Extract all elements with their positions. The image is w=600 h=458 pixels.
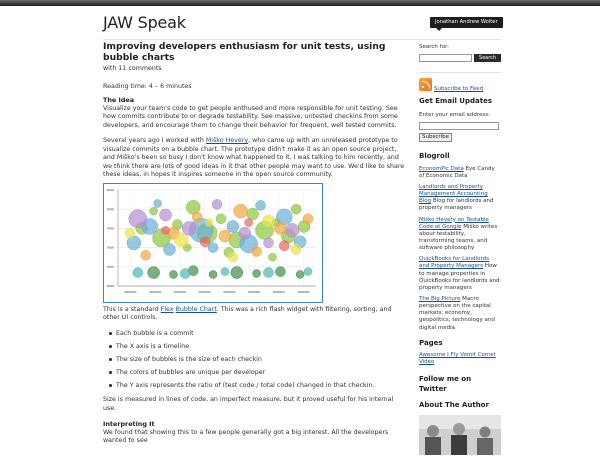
bubble-chart-link[interactable]: Bubble Chart xyxy=(175,305,217,313)
blogroll-item xyxy=(419,296,501,332)
search-label: Search for: xyxy=(419,44,449,50)
blogroll-item xyxy=(419,256,501,292)
bubble-developer-purple xyxy=(182,221,196,235)
site-header xyxy=(0,6,600,35)
bubble-developer-orange xyxy=(219,230,231,242)
bubble-chart-figure[interactable] xyxy=(103,183,323,303)
bubble-developer-red xyxy=(279,240,289,250)
bubble-developer-blue xyxy=(154,199,162,207)
bubble-developer-yellow xyxy=(125,228,135,238)
bubble-developer-blue xyxy=(163,243,175,255)
author-photo xyxy=(419,415,501,455)
caption-text-before: This is a standard xyxy=(103,305,161,313)
blogroll-heading: Blogroll xyxy=(419,152,450,161)
bubble-chart xyxy=(104,184,322,302)
search-button[interactable]: Search xyxy=(474,54,501,62)
interpreting-heading: Interpreting It xyxy=(103,420,155,429)
x-tick-label xyxy=(124,291,136,293)
list-item: Each bubble is a commit xyxy=(109,330,405,339)
bubble-developer-yellow xyxy=(174,233,188,247)
subscribe-button[interactable]: Subscribe xyxy=(419,133,452,142)
site-title[interactable]: JAW Speak xyxy=(103,13,186,32)
bubble-developer-darkgreen xyxy=(231,266,243,278)
subscribe-feed-link[interactable]: Subscribe to Feed xyxy=(434,86,484,93)
bubble-developer-orange xyxy=(274,222,286,234)
twitter-heading: Follow me on Twitter xyxy=(419,375,472,393)
bubble-developer-red xyxy=(162,226,170,234)
post-title[interactable]: Improving developers enthusiasm for unit tests, using bubble charts xyxy=(103,41,386,63)
intro-paragraph xyxy=(103,137,405,180)
list-item: The X axis is a timeline xyxy=(109,343,405,352)
bubble-developer-green xyxy=(268,253,276,261)
x-tick-label xyxy=(149,291,161,293)
list-item: The colors of bubbles are unique per developer xyxy=(109,369,405,378)
blogroll-desc: Miško writes about testability, transforming teams, and software philosophy xyxy=(419,223,498,252)
bubble-developer-purple xyxy=(263,238,273,248)
blogroll-item xyxy=(419,166,501,180)
bubble-developer-orange xyxy=(192,212,202,222)
bubble-developer-teal xyxy=(133,267,143,277)
list-item: The size of bubbles is the size of each checkin xyxy=(109,356,405,365)
pages-item xyxy=(419,352,501,366)
x-tick-label xyxy=(248,291,260,293)
pages-heading: Pages xyxy=(419,338,443,347)
author-tag-label: Jonathan Andrew Wolter xyxy=(435,19,498,25)
blogroll-link[interactable]: Miško Hevery on Testable Code at Google xyxy=(419,216,489,230)
page-link[interactable]: Awesome I Fly Vomit Comet Video xyxy=(419,352,496,366)
reading-time: Reading time: 4 – 6 minutes xyxy=(103,82,192,90)
bubble-developer-green xyxy=(291,204,301,214)
bubble-developer-orange xyxy=(303,214,313,224)
search-form xyxy=(419,54,501,63)
y-tick-label xyxy=(107,266,114,268)
bubble-developer-orange xyxy=(141,250,151,260)
x-tick-label xyxy=(199,291,211,293)
bubble-developer-green xyxy=(247,208,259,220)
about-heading: About The Author xyxy=(419,401,489,410)
bubble-developer-purple xyxy=(285,223,299,237)
chart-explanation-list xyxy=(103,330,405,391)
y-tick-label xyxy=(107,189,114,191)
bubble-developer-teal xyxy=(304,267,312,275)
y-tick-label xyxy=(107,227,114,229)
rss-icon[interactable] xyxy=(419,78,432,91)
intro-text-after: , who came up with an unreleased prototype to visualize commits on a bubble chart. The prototype didn't make it as an open source project, and Miško's been so busy I don't know what happened to it. I was talking to him recently, and we think there are lots of good ideas in it that other people may want to use. We'd like to share these ideas, in hopes it inspires someone in the open source community. xyxy=(103,137,405,179)
header-divider xyxy=(103,39,500,40)
bubble-developer-blue xyxy=(256,200,266,210)
blogroll-link[interactable]: Landlords and Property Management Accounting Blog xyxy=(419,184,488,205)
bubble-developer-yellow xyxy=(205,218,213,226)
bubble-developer-teal xyxy=(180,268,190,278)
y-tick-label xyxy=(107,208,114,210)
email-field[interactable] xyxy=(419,122,499,130)
x-tick-label xyxy=(174,291,186,293)
bubble-developer-yellow xyxy=(228,252,238,262)
sidebar-divider xyxy=(419,72,501,73)
comments-count[interactable]: with 11 comments xyxy=(103,65,162,73)
bubble-developer-red xyxy=(200,237,210,247)
bubble-developer-darkgreen xyxy=(296,270,304,278)
bubble-developer-darkgreen xyxy=(253,269,261,277)
blogroll-desc: Blog for landlords and property managers xyxy=(419,198,494,212)
post-content xyxy=(103,42,405,446)
chart-caption xyxy=(103,306,405,323)
bubble-developer-yellow xyxy=(262,215,274,227)
author-photo-image xyxy=(419,415,501,455)
bubble-developer-orange xyxy=(252,246,262,256)
bubble-developer-blue xyxy=(227,220,239,232)
y-tick-label xyxy=(107,285,114,287)
blogroll-link[interactable]: EconomPic Data xyxy=(419,165,464,172)
bubble-developer-teal xyxy=(263,267,273,277)
bubble-developer-green xyxy=(216,214,226,224)
list-item: The Y axis represents the ratio of (test code / total code) changed in that checkin. xyxy=(109,382,405,391)
blogroll-item xyxy=(419,217,501,253)
blogroll-desc: Macro perspective on the capital markets, economy, geopolitics, technology and digital media xyxy=(419,295,495,331)
x-tick-label xyxy=(223,291,235,293)
bubble-developer-orange xyxy=(234,204,248,218)
search-input[interactable] xyxy=(419,54,472,62)
rss-subscribe xyxy=(419,78,501,93)
x-tick-label xyxy=(273,291,285,293)
interpreting-paragraph: We found that showing this to a few people generally got a big interest. All the developers wanted to see xyxy=(103,428,389,445)
size-note: Size is measured in lines of code, an imperfect measure, but it proved useful for his internal use. xyxy=(103,396,394,412)
bubble-developer-purple xyxy=(129,210,147,228)
blogroll-item xyxy=(419,184,501,213)
author-tag-pointer xyxy=(436,28,442,31)
author-tag[interactable] xyxy=(430,17,503,28)
y-tick-label xyxy=(107,246,114,248)
bubble-developer-darkgreen xyxy=(169,270,177,278)
idea-heading: The Idea xyxy=(103,96,135,105)
email-label: Enter your email address: xyxy=(419,111,491,118)
blogroll-desc: How to manage properties in QuickBooks for landlords and property managers xyxy=(419,263,500,291)
blogroll-link[interactable]: QuickBooks for Landlords and Property Managers xyxy=(419,256,489,270)
blogroll-desc: Eye Candy of Economic Data xyxy=(419,165,495,179)
bubble-developer-purple xyxy=(239,227,251,239)
bubble-developer-yellow xyxy=(291,244,301,254)
bubble-developer-darkgreen xyxy=(275,266,285,276)
intro-text-before: Several years ago I worked with xyxy=(103,137,206,145)
x-tick-label xyxy=(298,291,310,293)
bubble-developer-darkgreen xyxy=(209,270,217,278)
misko-link[interactable]: Miško Hevery xyxy=(205,137,249,145)
blogroll-link[interactable]: The Big Picture xyxy=(419,295,461,302)
bubble-developer-purple xyxy=(160,209,172,221)
caption-text-after: . This was a rich flash widget with filtering, sorting, and other UI controls. xyxy=(103,305,392,322)
bubble-developer-purple xyxy=(212,199,222,209)
flex-link[interactable]: Flex xyxy=(160,305,174,313)
bubble-developer-red xyxy=(245,218,253,226)
idea-paragraph: Visualize your team's code to get people enthused and more responsible for unit testing. See how commits contribute to or degrade testability. See massive, untested checkins from some developers, and encourage them to change their behavior for frequent, well tested commits. xyxy=(103,104,398,129)
sidebar xyxy=(419,44,501,455)
bubble-developer-green xyxy=(150,207,158,215)
bubble-developer-darkgreen xyxy=(148,266,160,278)
email-updates-heading: Get Email Updates xyxy=(419,97,493,106)
bubble-developer-teal xyxy=(221,267,229,275)
